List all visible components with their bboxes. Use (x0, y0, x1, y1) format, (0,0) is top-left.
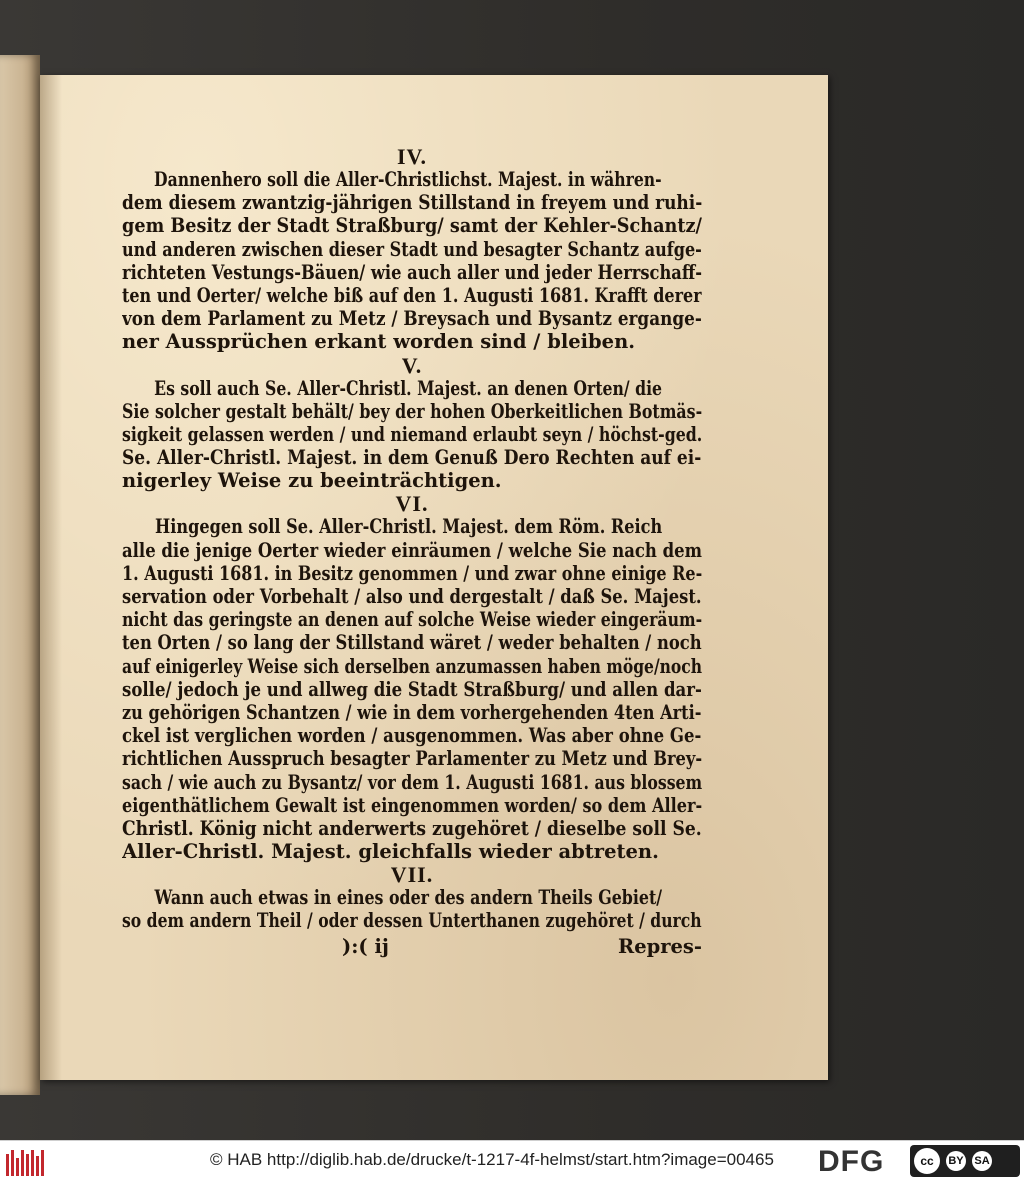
cc-icon: cc (914, 1148, 940, 1174)
adjacent-page-edge (0, 55, 40, 1095)
signature-mark: ):( ij (342, 934, 389, 958)
catchword: Repres- (618, 934, 702, 958)
text-line: richteten Vestungs-Bäuen/ wie auch aller und jeder Herrschaff- (122, 260, 702, 284)
text-line: Se. Aller-Christl. Majest. in dem Genuß Dero Rechten auf ei- (122, 446, 702, 470)
page-gutter-shadow (40, 75, 62, 1080)
text-line: sach / wie auch zu Bysantz/ vor dem 1. Augusti 1681. aus blossem (122, 770, 703, 794)
text-line: Aller-Christl. Majest. gleichfalls wieder abtreten. (122, 840, 659, 864)
text-line: Es soll auch Se. Aller-Christl. Majest. an denen Orten/ die (154, 376, 663, 400)
text-line: auf einigerley Weise sich derselben anzumassen haben möge/noch (122, 654, 703, 678)
text-line: Sie solcher gestalt behält/ bey der hohen Oberkeitlichen Botmäs- (122, 399, 702, 423)
by-icon: BY (946, 1151, 966, 1171)
text-line: 1. Augusti 1681. in Besitz genommen / und zwar ohne einige Re- (122, 561, 702, 585)
text-line: Wann auch etwas in eines oder des andern Theils Gebiet/ (154, 886, 663, 910)
text-line: so dem andern Theil / oder dessen Unterthanen zugehöret / durch (122, 909, 702, 933)
text-line: ten Orten / so lang der Stillstand wäret / weder behalten / noch (122, 631, 702, 655)
section-heading: VI. (395, 491, 429, 517)
text-line: gem Besitz der Stadt Straßburg/ samt der Kehler-Schantz/ (122, 214, 703, 238)
page-text (122, 145, 702, 958)
text-line: solle/ jedoch je und allweg die Stadt Straßburg/ und allen dar- (122, 677, 702, 701)
text-line: sigkeit gelassen werden / und niemand erlaubt seyn / höchst-ged. (122, 422, 703, 446)
creative-commons-badge[interactable] (910, 1145, 1020, 1177)
text-line: und anderen zwischen dieser Stadt und besagter Schantz aufge- (122, 237, 702, 261)
section-heading: IV. (396, 144, 428, 169)
section-heading: VII. (390, 862, 434, 888)
document-page (40, 75, 828, 1080)
text-line: servation oder Vorbehalt / also und dergestalt / daß Se. Majest. (122, 585, 702, 608)
section-heading: V. (401, 352, 423, 378)
text-line: Hingegen soll Se. Aller-Christl. Majest. dem Röm. Reich (155, 515, 663, 539)
hab-logo[interactable] (6, 1148, 48, 1176)
text-line: nicht das geringste an denen auf solche Weise wieder eingeräum- (122, 608, 703, 632)
text-line: zu gehörigen Schantzen / wie in dem vorhergehenden 4ten Arti- (122, 700, 702, 724)
page-footer-line (122, 935, 702, 958)
text-line: alle die jenige Oerter wieder einräumen / welche Sie nach dem (122, 538, 702, 562)
footer-bar (0, 1140, 1024, 1181)
text-line: eigenthätlichem Gewalt ist eingenommen worden/ so dem Aller- (122, 793, 702, 817)
text-line: ckel ist verglichen worden / ausgenommen. Was aber ohne Ge- (122, 724, 702, 748)
text-line: richtlichen Ausspruch besagter Parlamenter zu Metz und Brey- (122, 747, 703, 771)
text-line: dem diesem zwantzig-jährigen Stillstand in freyem und ruhi- (122, 191, 703, 215)
dfg-logo[interactable]: DFG (818, 1145, 885, 1178)
text-line: Christl. König nicht anderwerts zugehöret / dieselbe soll Se. (122, 816, 702, 840)
text-line: Dannenhero soll die Aller-Christlichst. Majest. in währen- (154, 168, 662, 191)
text-line: ten und Oerter/ welche biß auf den 1. Augusti 1681. Krafft derer (122, 283, 702, 307)
sa-icon: SA (972, 1151, 992, 1171)
copyright-url[interactable]: © HAB http://diglib.hab.de/drucke/t-1217-4f-helmst/start.htm?image=00465 (210, 1150, 774, 1169)
text-line: von dem Parlament zu Metz / Breysach und Bysantz ergange- (122, 307, 702, 331)
text-line: ner Aussprüchen erkant worden sind / bleiben. (122, 330, 636, 354)
text-line: nigerley Weise zu beeinträchtigen. (122, 469, 502, 493)
